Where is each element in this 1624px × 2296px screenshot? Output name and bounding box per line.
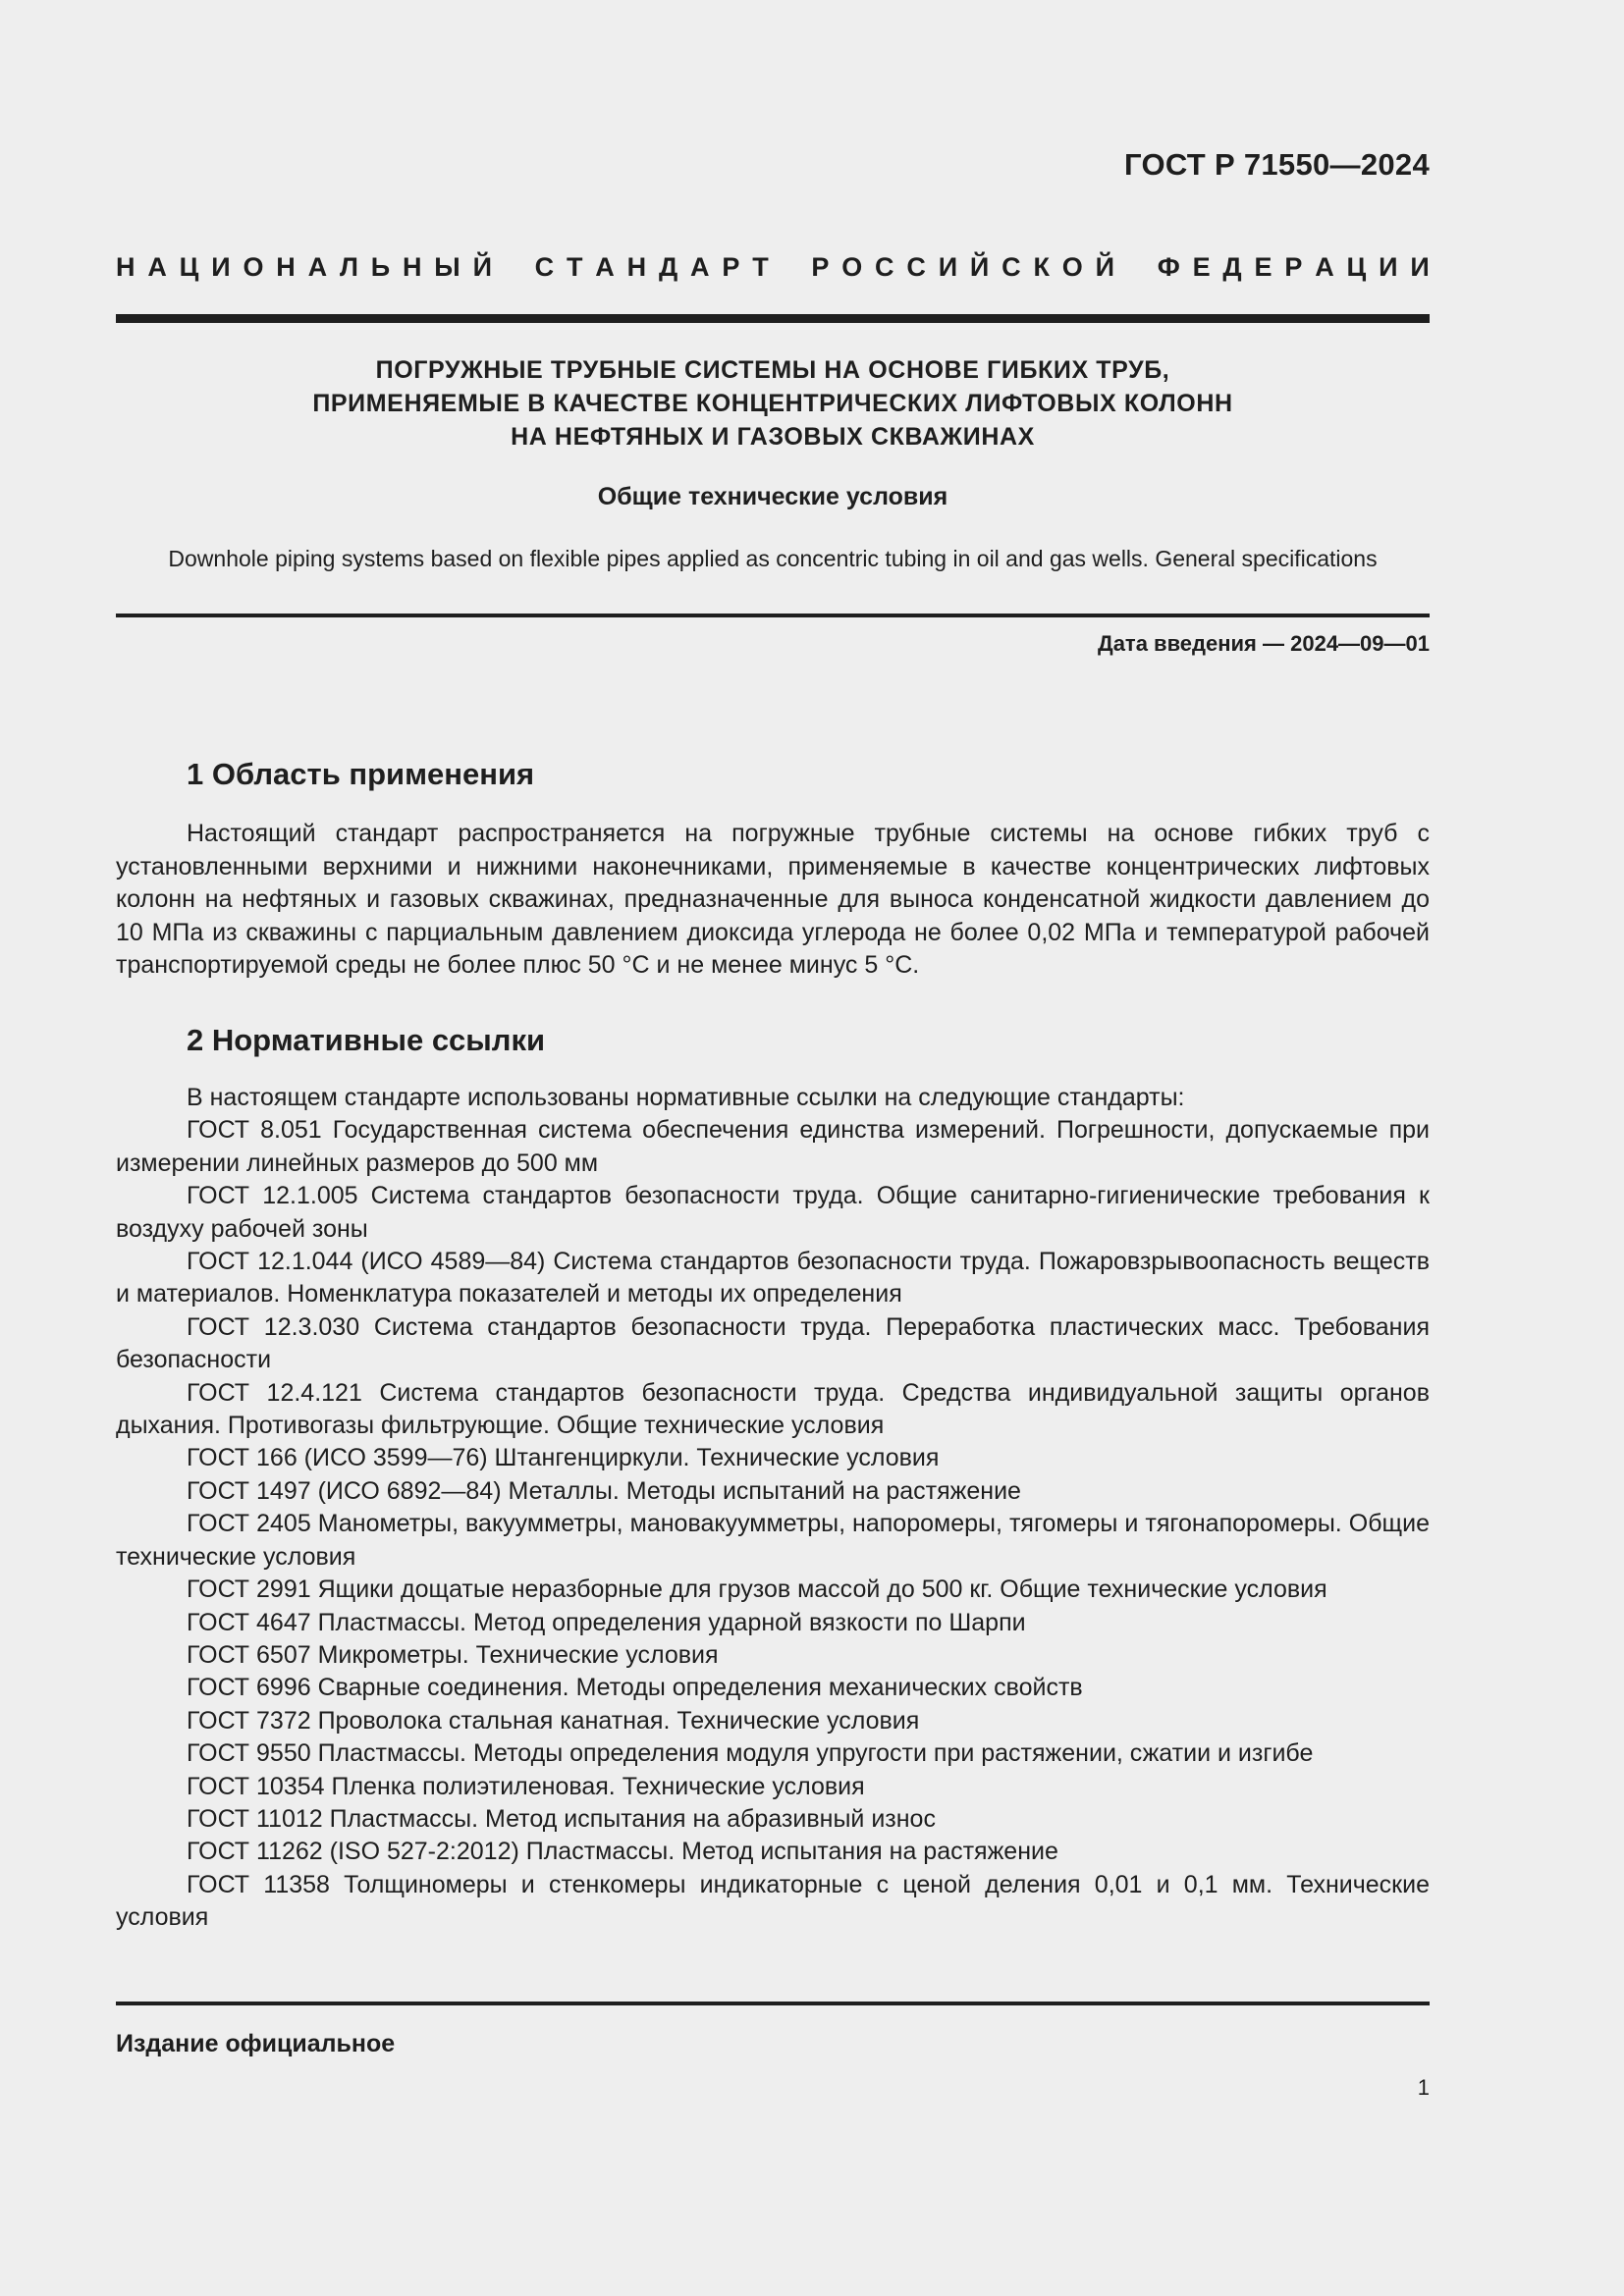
title-divider (116, 614, 1430, 617)
national-standard-letter: Д (658, 252, 678, 282)
introduction-date: Дата введения — 2024—09—01 (1098, 631, 1430, 656)
national-standard-letter: Ы (434, 252, 460, 282)
national-standard-letter: И (1379, 252, 1398, 282)
reference-item: ГОСТ 10354 Пленка полиэтиленовая. Технические условия (187, 1772, 865, 1800)
national-standard-letter (1127, 252, 1145, 283)
national-standard-letter: А (1315, 252, 1334, 282)
reference-item: ГОСТ 12.1.005 Система стандартов безопасности труда. Общие санитарно-гигиенические требования к воздуху рабочей зоны (116, 1182, 1430, 1243)
national-standard-letter (782, 252, 799, 283)
national-standard-letter: К (1033, 252, 1050, 282)
national-standard-letter: Й (969, 252, 990, 282)
national-standard-letter: С (534, 252, 555, 282)
national-standard-letter: С (906, 252, 926, 282)
standard-code: ГОСТ Р 71550—2024 (1124, 147, 1430, 182)
reference-item: ГОСТ 11262 (ISO 527-2:2012) Пластмассы. Метод испытания на растяжение (187, 1838, 1058, 1866)
reference-item: ГОСТ 7372 Проволока стальная канатная. Технические условия (187, 1706, 920, 1735)
reference-item: ГОСТ 9550 Пластмассы. Методы определения модуля упругости при растяжении, сжатии и изгибе (187, 1739, 1314, 1768)
national-standard-letter: С (875, 252, 894, 282)
national-standard-letter: Ф (1157, 252, 1180, 282)
reference-item: ГОСТ 1497 (ИСО 6892—84) Металлы. Методы испытаний на растяжение (187, 1476, 1021, 1505)
title-line: НА НЕФТЯНЫХ И ГАЗОВЫХ СКВАЖИНАХ (511, 423, 1035, 451)
national-standard-letter: Н (116, 252, 135, 282)
national-standard-letter: Т (752, 252, 769, 282)
national-standard-letter: Й (472, 252, 492, 282)
document-title (116, 353, 1430, 454)
national-standard-letter: Р (811, 252, 830, 282)
references-intro: В настоящем стандарте использованы нормативные ссылки на следующие стандарты: (187, 1084, 1185, 1111)
national-standard-letter: О (243, 252, 264, 282)
english-title: Downhole piping systems based on flexible pipes applied as concentric tubing in oil and gas wells. General specifications (168, 546, 1378, 571)
national-standard-letter: Й (1095, 252, 1115, 282)
reference-item: ГОСТ 12.3.030 Система стандартов безопасности труда. Переработка пластических масс. Требования безопасности (116, 1312, 1430, 1374)
national-standard-letter: Ь (370, 252, 391, 282)
national-standard-label (116, 252, 1430, 283)
title-line: ПОГРУЖНЫЕ ТРУБНЫЕ СИСТЕМЫ НА ОСНОВЕ ГИБКИХ ТРУБ, (375, 356, 1170, 384)
national-standard-letter: Ц (1346, 252, 1367, 282)
document-subtitle: Общие технические условия (597, 483, 948, 510)
official-edition-label: Издание официальное (116, 2030, 396, 2057)
national-standard-letter: Д (1222, 252, 1242, 282)
national-standard-letter: И (938, 252, 958, 282)
reference-item: ГОСТ 11012 Пластмассы. Метод испытания на абразивный износ (187, 1804, 936, 1833)
reference-item: ГОСТ 2405 Манометры, вакуумметры, мановакуумметры, напоромеры, тягомеры и тягонапоромеры. Общие технические условия (116, 1510, 1430, 1571)
references-list (116, 1082, 1430, 1935)
section-heading-references: 2 Нормативные ссылки (187, 1023, 546, 1057)
national-standard-letter: Н (402, 252, 422, 282)
document-page (116, 0, 1430, 2296)
reference-item: ГОСТ 11358 Толщиномеры и стенкомеры индикаторные с ценой деления 0,01 и 0,1 мм. Технические условия (116, 1870, 1430, 1932)
national-standard-letter: Е (1192, 252, 1211, 282)
reference-item: ГОСТ 8.051 Государственная система обеспечения единства измерений. Погрешности, допускаемые при измерении линейных размеров до 500 мм (116, 1116, 1430, 1177)
national-standard-letter: А (595, 252, 615, 282)
footer-divider (116, 2002, 1430, 2005)
reference-item: ГОСТ 6996 Сварные соединения. Методы определения механических свойств (187, 1674, 1083, 1702)
title-line: ПРИМЕНЯЕМЫЕ В КАЧЕСТВЕ КОНЦЕНТРИЧЕСКИХ ЛИФТОВЫХ КОЛОНН (312, 390, 1233, 417)
reference-item: ГОСТ 6507 Микрометры. Технические условия (187, 1640, 719, 1669)
national-standard-letter: О (841, 252, 863, 282)
section-heading-scope: 1 Область применения (187, 757, 535, 791)
national-standard-letter: Л (339, 252, 358, 282)
header-divider (116, 314, 1430, 323)
reference-item: ГОСТ 2991 Ящики дощатые неразборные для грузов массой до 500 кг. Общие технические условия (187, 1575, 1327, 1604)
national-standard-letter: О (1061, 252, 1083, 282)
national-standard-letter: Н (276, 252, 296, 282)
reference-item: ГОСТ 12.1.044 (ИСО 4589—84) Система стандартов безопасности труда. Пожаровзрывоопасность веществ и материалов. Номенклатура показателей и методы их определения (116, 1248, 1430, 1308)
national-standard-letter: Т (566, 252, 583, 282)
national-standard-letter: Е (1254, 252, 1272, 282)
page-number: 1 (1417, 2075, 1430, 2100)
national-standard-letter: С (1001, 252, 1021, 282)
national-standard-letter: А (307, 252, 328, 282)
national-standard-letter: Р (722, 252, 740, 282)
national-standard-letter: А (147, 252, 167, 282)
section-scope-text: Настоящий стандарт распространяется на погружные трубные системы на основе гибких труб с установленными верхними и нижними наконечниками, применяемые в качестве концентрических лифтовых колонн на нефтяных и газовых скважинах, предназначенные для выноса конденсатной жидкости давлением до 10 МПа из скважины с парциальным давлением диоксида углерода не более 0,02 МПа и температурой рабочей транспортируемой среды не более плюс 50 °С и не менее минус 5 °С. (116, 820, 1430, 980)
national-standard-letter: А (690, 252, 710, 282)
national-standard-letter (505, 252, 522, 283)
reference-item: ГОСТ 166 (ИСО 3599—76) Штангенциркули. Технические условия (187, 1444, 940, 1472)
reference-item: ГОСТ 4647 Пластмассы. Метод определения ударной вязкости по Шарпи (187, 1608, 1026, 1636)
reference-item: ГОСТ 12.4.121 Система стандартов безопасности труда. Средства индивидуальной защиты органов дыхания. Противогазы фильтрующие. Общие технические условия (116, 1378, 1430, 1440)
national-standard-letter: Р (1284, 252, 1303, 282)
national-standard-letter: И (1410, 252, 1430, 282)
national-standard-letter: Ц (179, 252, 199, 282)
national-standard-letter: И (211, 252, 231, 282)
national-standard-letter: Н (626, 252, 647, 282)
